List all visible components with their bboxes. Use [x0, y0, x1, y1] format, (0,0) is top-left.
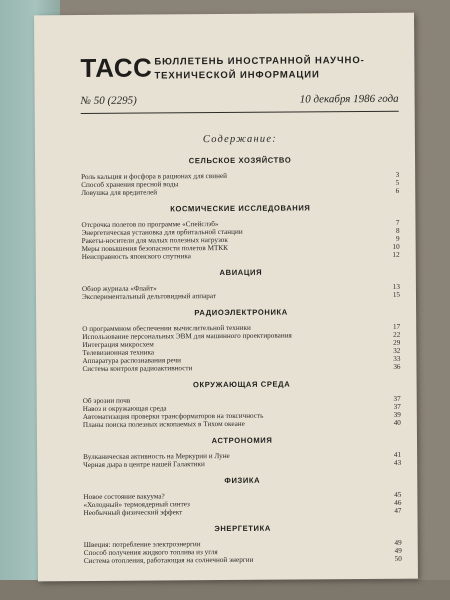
toc-section: [83, 433, 401, 469]
toc-entry-page: 49: [394, 546, 402, 555]
toc-section: [84, 521, 402, 565]
toc-section: [83, 377, 401, 429]
toc-entry-title: Об эрозии почв: [82, 396, 131, 406]
toc-entry-page: 43: [393, 458, 402, 467]
toc-section: [83, 473, 401, 517]
toc-entry: [82, 251, 400, 261]
toc-section: [81, 153, 399, 197]
toc-entry-title: Ловушка для вредителей: [81, 188, 158, 198]
bulletin-title-line-1: БЮЛЛЕТЕНЬ ИНОСТРАННОЙ НАУЧНО-: [154, 55, 365, 68]
section-title: ОКРУЖАЮЩАЯ СРЕДА: [192, 379, 291, 390]
toc-entry-title: Энергетическая установка для орбитальной станции: [81, 227, 243, 238]
toc-entry-title: Способ получения жидкого топлива из угля: [83, 548, 218, 557]
toc-entry-title: Аппаратура распознавания речи: [82, 356, 182, 366]
toc-entry-title: Роль кальция и фосфора в рационах для свиней: [81, 171, 227, 182]
toc-entry-page: 50: [394, 554, 402, 563]
toc-entry-page: 32: [393, 346, 401, 355]
toc-entry-page: 13: [392, 282, 400, 291]
toc-entry-title: Отсрочка полетов по программе «Спейслэб»: [81, 220, 219, 230]
tass-logo: ТАСС: [80, 52, 153, 84]
toc-entry: [83, 459, 401, 469]
toc-entry-page: 22: [393, 330, 401, 339]
toc-entry-page: 15: [392, 290, 401, 299]
toc-entry-title: Система отопления, работающая на солнечной энергии: [83, 555, 254, 565]
toc-entry-title: Способ хранения пресной воды: [81, 180, 179, 190]
issue-row: [81, 93, 399, 109]
toc-entry-page: 37: [393, 402, 401, 411]
toc-entry-page: 37: [393, 394, 401, 403]
toc-entry-page: 47: [394, 506, 402, 515]
section-title: КОСМИЧЕСКИЕ ИССЛЕДОВАНИЯ: [170, 203, 311, 214]
toc-entry-title: «Холодный» термоядерный синтез: [83, 500, 190, 510]
toc-entry-page: 3: [395, 170, 400, 179]
toc-entry-title: Неисправность японского спутника: [81, 252, 191, 262]
toc-entry: [83, 507, 401, 517]
toc-entry-title: Необычный физический эффект: [83, 508, 183, 517]
toc-entry-title: Новое состояние вакуума?: [83, 492, 165, 502]
section-title: ФИЗИКА: [224, 475, 261, 486]
toc-entry-page: 8: [395, 226, 400, 235]
toc-entry-page: 9: [395, 234, 400, 243]
toc-entry-page: 46: [394, 498, 402, 507]
toc-entry: [83, 419, 401, 429]
section-title: АСТРОНОМИЯ: [211, 435, 273, 446]
table-of-contents: [81, 153, 402, 571]
toc-entry-title: Интеграция микросхем: [82, 340, 154, 350]
toc-entry-page: 41: [393, 450, 402, 459]
toc-entry-title: Швеция: потребление электроэнергии: [83, 540, 201, 549]
toc-entry-title: Автоматизация проверки трансформаторов на токсичность: [82, 411, 264, 422]
toc-entry-page: 33: [393, 354, 401, 363]
section-title: РАДИОЭЛЕКТРОНИКА: [194, 307, 288, 318]
toc-entry-title: Меры повышения безопасности полетов МТКК: [81, 243, 228, 254]
toc-entry-page: 40: [393, 418, 401, 427]
header-rule: [81, 111, 399, 114]
toc-section: [82, 265, 400, 301]
issue-number: № 50 (2295): [80, 94, 137, 108]
toc-entry: [81, 187, 399, 197]
toc-entry-page: 5: [395, 178, 400, 187]
toc-entry-title: Использование персональных ЭВМ для машинного проектирования: [82, 331, 292, 342]
toc-entry-page: 12: [392, 250, 400, 259]
toc-entry-page: 10: [392, 242, 400, 251]
section-title: ЭНЕРГЕТИКА: [214, 523, 271, 534]
issue-date: 10 декабря 1986 года: [299, 92, 399, 106]
toc-entry-title: О программном обеспечении вычислительной техники: [82, 323, 251, 334]
toc-entry-page: 49: [394, 538, 402, 547]
bulletin-page: [34, 13, 418, 582]
toc-entry-title: Система контроля радиоактивности: [82, 364, 193, 374]
section-title: СЕЛЬСКОЕ ХОЗЯЙСТВО: [188, 155, 292, 166]
toc-entry-title: Телевизионная техника: [82, 348, 155, 358]
toc-section: [81, 201, 399, 261]
toc-entry-page: 7: [395, 218, 400, 227]
toc-section: [82, 305, 400, 373]
contents-heading: Содержание:: [202, 133, 277, 146]
toc-entry-page: 29: [393, 338, 401, 347]
bulletin-title-line-2: ТЕХНИЧЕСКОЙ ИНФОРМАЦИИ: [154, 69, 320, 82]
toc-entry: [82, 291, 400, 301]
toc-entry-title: Навоз и окружающая среда: [82, 404, 167, 414]
toc-entry-title: Черная дыра в центре нашей Галактики: [83, 460, 205, 470]
toc-entry-page: 17: [392, 322, 401, 331]
toc-entry-title: Планы поиска полезных ископаемых в Тихом океане: [82, 419, 245, 430]
toc-entry: [82, 363, 400, 373]
toc-entry-title: Ракеты-носители для малых полезных нагрузок: [81, 235, 228, 246]
toc-entry-title: Вулканическая активность на Меркурии и Луне: [83, 451, 230, 462]
toc-entry-title: Обзор журнала «Флайт»: [81, 284, 157, 294]
toc-entry-page: 36: [393, 362, 401, 371]
toc-entry-page: 39: [393, 410, 401, 419]
toc-entry-title: Экспериментальный дельтовидный аппарат: [81, 292, 217, 302]
toc-entry: [84, 555, 402, 565]
bulletin-title: [154, 54, 404, 84]
floor-surface: [0, 580, 450, 600]
masthead: [80, 51, 400, 87]
toc-entry-page: 45: [394, 490, 402, 499]
section-title: АВИАЦИЯ: [219, 267, 263, 278]
toc-entry-page: 6: [395, 186, 400, 195]
